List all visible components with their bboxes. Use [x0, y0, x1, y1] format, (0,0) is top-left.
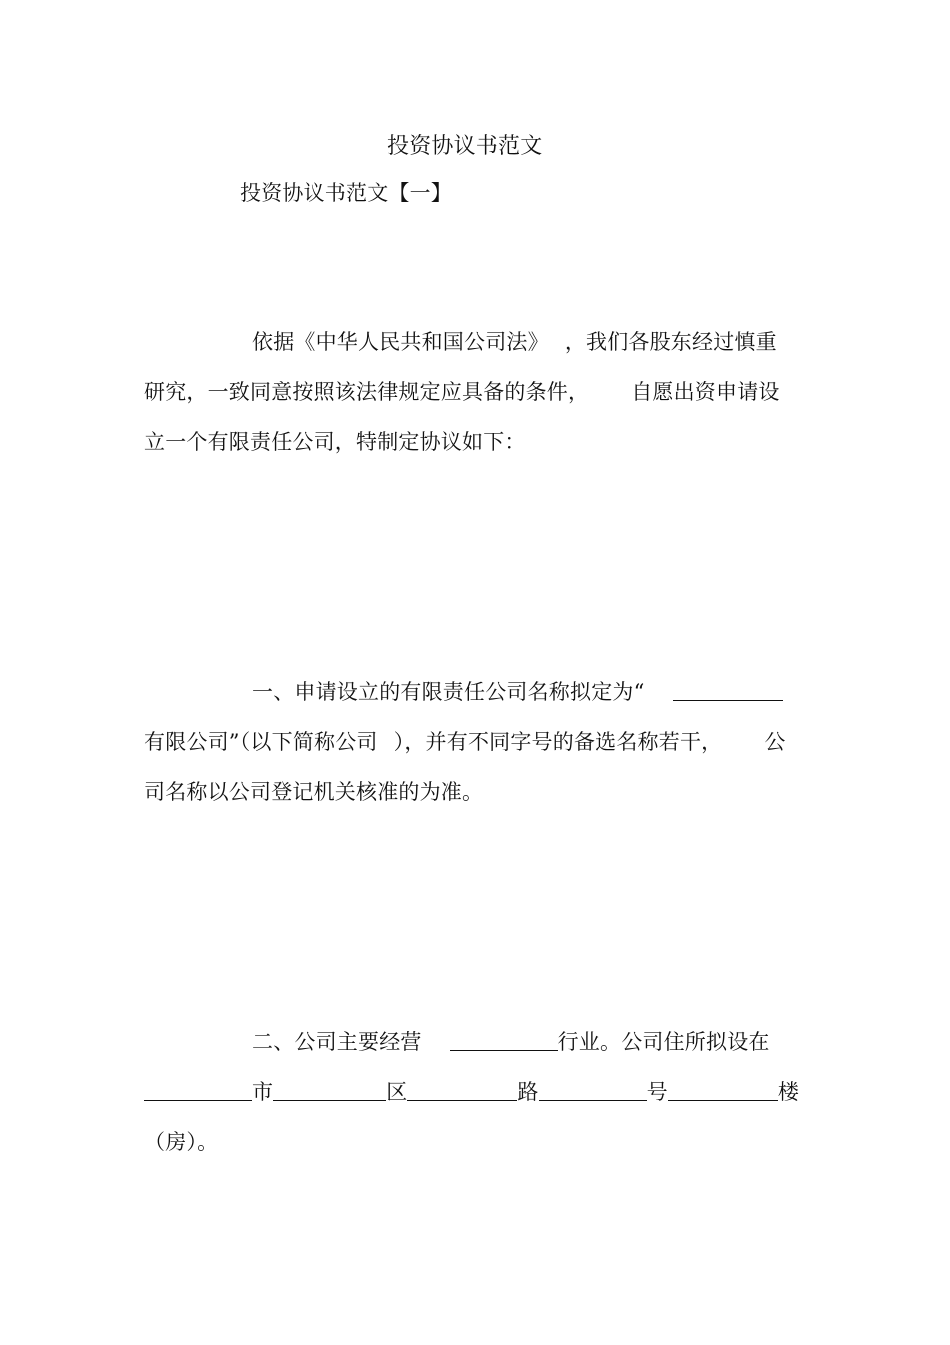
road-label: 路	[517, 1080, 539, 1104]
intro-line-3: 立一个有限责任公司，特制定协议如下：	[144, 430, 526, 454]
company-name-blank	[673, 680, 783, 701]
number-label: 号	[646, 1080, 668, 1104]
road-blank	[407, 1080, 517, 1101]
clause2-address-line	[144, 1078, 799, 1106]
clause2-line-3: （房）。	[144, 1130, 219, 1154]
clause1-line-1-text: 一、申请设立的有限责任公司名称拟定为“	[252, 680, 645, 704]
clause1-line-2	[144, 728, 786, 756]
clause1-line-2-part-c: 公	[764, 730, 786, 754]
number-blank	[539, 1080, 647, 1101]
city-label: 市	[252, 1080, 274, 1104]
clause1-line-2-part-b: ），并有不同字号的备选名称若干，	[393, 730, 723, 754]
clause1-line-1	[252, 678, 783, 706]
intro-line-2	[144, 378, 780, 406]
district-blank	[273, 1080, 386, 1101]
intro-line-1	[252, 328, 777, 356]
business-blank	[450, 1030, 558, 1051]
clause2-line-1	[252, 1028, 770, 1056]
clause1-line-3: 司名称以公司登记机关核准的为准。	[144, 780, 484, 804]
building-blank	[668, 1080, 778, 1101]
clause2-line-1-part-a: 二、公司主要经营	[252, 1030, 422, 1054]
district-label: 区	[386, 1080, 408, 1104]
intro-line-1-part-b: ，我们各股东经过慎重	[564, 330, 777, 354]
intro-line-2-part-a: 研究，一致同意按照该法律规定应具备的条件，	[144, 380, 590, 404]
intro-line-1-part-a: 依据《中华人民共和国公司法》	[252, 330, 549, 354]
section-heading: 投资协议书范文【一】	[240, 181, 452, 205]
clause1-line-2-part-a: 有限公司”（以下简称公司	[144, 730, 378, 754]
clause2-line-1-part-b: 行业。公司住所拟设在	[557, 1030, 770, 1054]
intro-line-2-part-b: 自愿出资申请设	[631, 380, 780, 404]
document-title: 投资协议书范文	[387, 134, 543, 159]
city-blank	[144, 1080, 252, 1101]
building-label: 楼	[777, 1080, 800, 1104]
